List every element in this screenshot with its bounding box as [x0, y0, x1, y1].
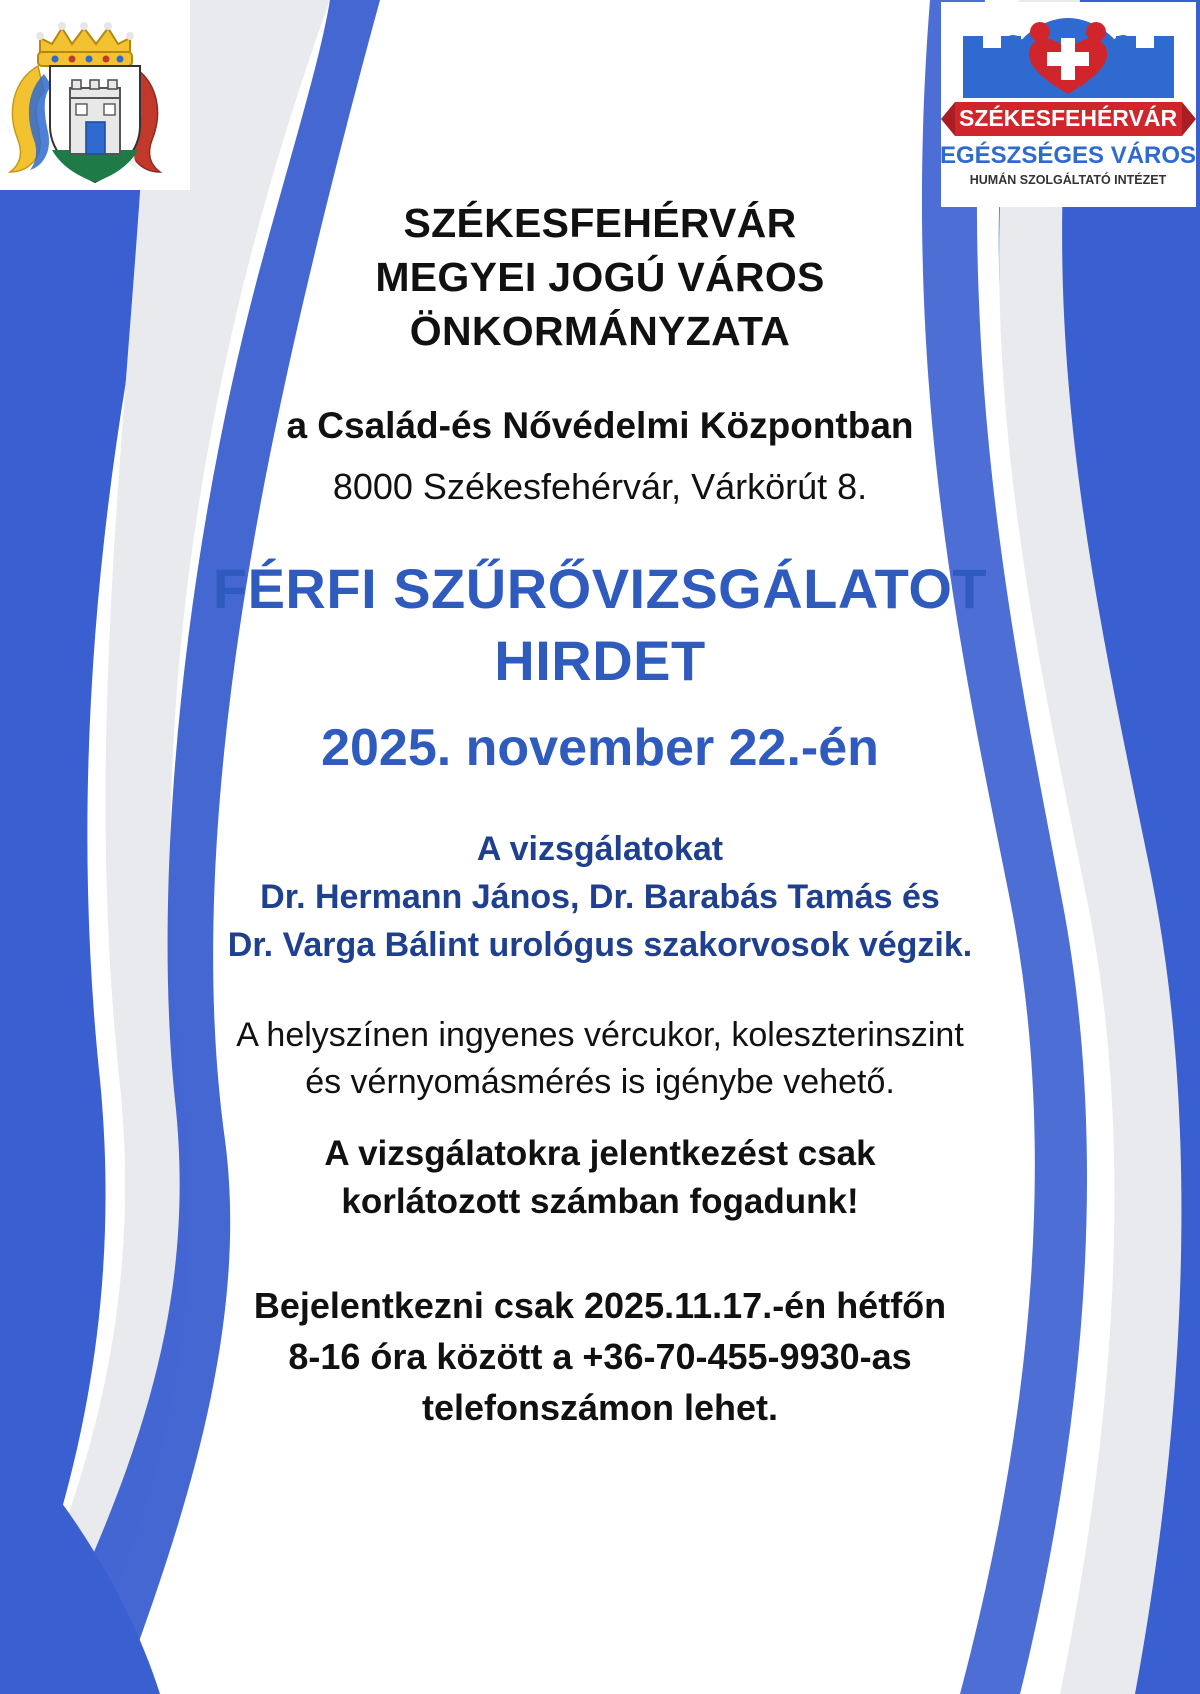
- onsite-line-2: és vérnyomásmérés is igénybe vehető.: [305, 1062, 895, 1101]
- headline-line-2: HIRDET: [494, 628, 706, 692]
- doctors-line-3: Dr. Varga Bálint urológus szakorvosok végzik.: [227, 926, 973, 965]
- limited-line-1: A vizsgálatokra jelentkezést csak: [324, 1133, 876, 1173]
- organization-line-2: MEGYEI JOGÚ VÁROS: [375, 254, 825, 301]
- doctors-line-1: A vizsgálatokat: [476, 829, 724, 868]
- announcement-headline: [100, 553, 1100, 696]
- venue-address: 8000 Székesfehérvár, Várkörút 8.: [332, 466, 868, 508]
- organization-title: [100, 196, 1100, 358]
- tower-icon: [70, 80, 120, 154]
- booking-line-3: telefonszámon lehet.: [421, 1387, 779, 1429]
- booking-line-1: Bejelentkezni csak 2025.11.17.-én hétfőn: [253, 1285, 947, 1327]
- doctors-block: [100, 825, 1100, 970]
- booking-line-2: 8-16 óra között a +36-70-455-9930-as: [288, 1336, 912, 1378]
- organization-line-1: SZÉKESFEHÉRVÁR: [403, 200, 797, 246]
- healthy-city-logo: [941, 2, 1196, 207]
- doctors-line-2: Dr. Hermann János, Dr. Barabás Tamás és: [260, 878, 940, 917]
- booking-info-block: [100, 1280, 1100, 1433]
- venue-name: a Család-és Nővédelmi Központban: [286, 405, 914, 447]
- onsite-services-block: [100, 1012, 1100, 1106]
- poster-content: [100, 196, 1100, 1433]
- logo-subtitle: EGÉSZSÉGES VÁROS: [941, 142, 1196, 169]
- onsite-line-1: A helyszínen ingyenes vércukor, koleszterinszint: [236, 1015, 964, 1054]
- city-coat-of-arms-logo: [0, 0, 190, 190]
- event-date: 2025. november 22.-én: [321, 718, 879, 777]
- logo-tagline: HUMÁN SZOLGÁLTATÓ INTÉZET: [969, 173, 1167, 187]
- logo-title: SZÉKESFEHÉRVÁR: [958, 105, 1178, 131]
- organization-line-3: ÖNKORMÁNYZATA: [409, 308, 791, 355]
- limited-line-2: korlátozott számban fogadunk!: [341, 1181, 859, 1221]
- limited-capacity-block: [100, 1130, 1100, 1227]
- headline-line-1: FÉRFI SZŰRŐVIZSGÁLATOT: [212, 557, 988, 621]
